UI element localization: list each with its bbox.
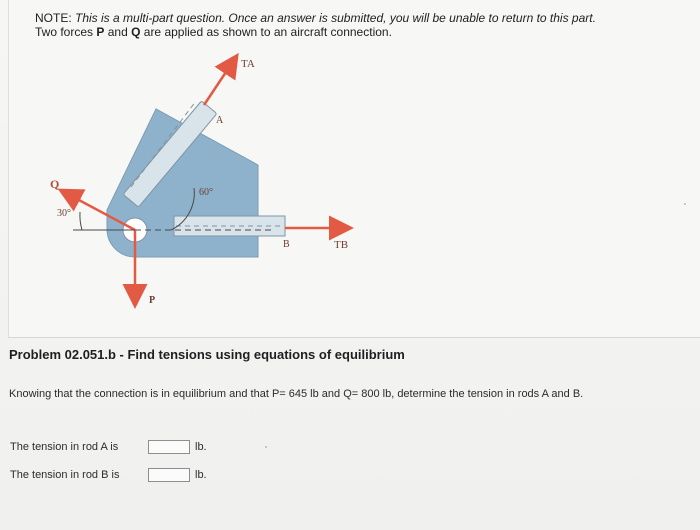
note-prefix: NOTE:: [35, 11, 72, 25]
rod-a-tension-input[interactable]: [148, 440, 190, 454]
question-panel: [8, 0, 700, 338]
q-label: Q: [50, 177, 60, 191]
intro-after: are applied as shown to an aircraft connection.: [143, 25, 392, 39]
ta-label: TA: [241, 58, 255, 70]
rod-b-answer-label: The tension in rod B is: [10, 469, 120, 481]
rod-a-answer-row: [10, 440, 207, 454]
aircraft-connection-diagram: [9, 0, 700, 337]
note-text: This is a multi-part question. Once an answer is submitted, you will be unable to return to this part.: [75, 11, 596, 25]
ta-force-arrow: [204, 57, 236, 105]
rod-a-answer-label: The tension in rod A is: [10, 441, 119, 453]
b-label: B: [283, 239, 290, 250]
problem-title: Problem 02.051.b - Find tensions using equations of equilibrium: [9, 347, 405, 362]
tb-label: TB: [334, 239, 349, 251]
angle-60-label: 60°: [199, 187, 213, 198]
p-label: P: [149, 295, 156, 306]
rod-b-unit: lb.: [195, 469, 207, 481]
rod-a-unit: lb.: [195, 441, 207, 453]
angle-30-label: 30°: [57, 208, 71, 219]
background-dot: [265, 446, 267, 448]
problem-text: Knowing that the connection is in equilibrium and that P= 645 lb and Q= 800 lb, determine the tension in rods A and B.: [9, 388, 584, 400]
a-label: A: [216, 115, 224, 126]
intro-middle: and: [107, 25, 132, 39]
intro-q: Q: [131, 25, 141, 39]
rod-b-answer-row: [10, 468, 207, 482]
background-dot: [684, 203, 686, 205]
rod-b-tension-input[interactable]: [148, 468, 190, 482]
intro-p: P: [96, 25, 105, 39]
intro-before: Two forces: [35, 25, 97, 39]
angle-30-arc: [80, 212, 82, 230]
